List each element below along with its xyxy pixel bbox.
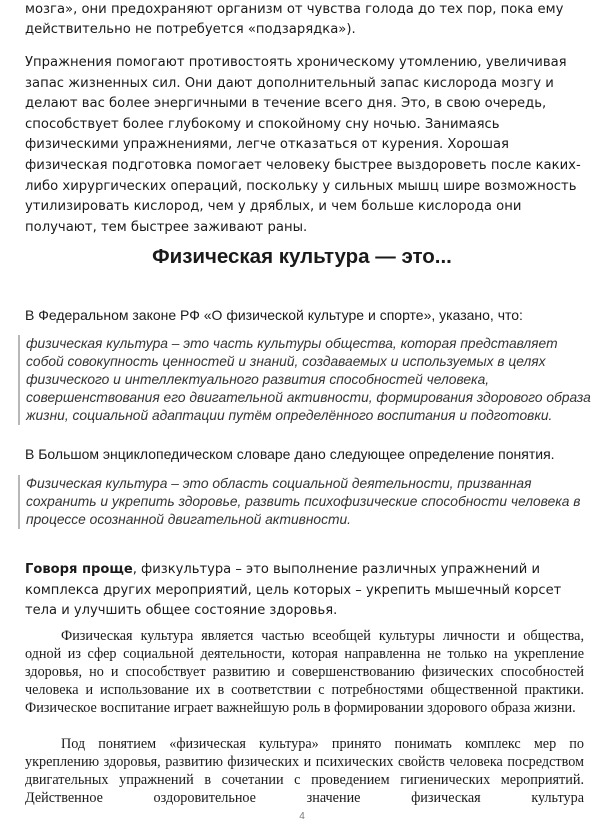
paragraph-simply-put [25, 560, 585, 622]
page-number: 4 [299, 811, 305, 822]
paragraph-intro-continuation: мозга», они предохраняют организм от чувства голода до тех пор, пока ему действительно не потребуется «подзарядка»). [25, 2, 564, 37]
paragraph-law-intro: В Федеральном законе РФ «О физической культуре и спорте», указано, что: [25, 307, 523, 323]
bold-lead-phrase: Говоря проще [25, 562, 133, 577]
quote-dictionary-definition: Физическая культура – это область социальной деятельности, призванная сохранить и укрепить здоровье, развить психофизические способности человека в процессе осознанной двигательной активности. [18, 475, 592, 529]
simply-put-text: , физкультура – это выполнение различных упражнений и комплекса других мероприятий, цель которых – укрепить мышечный корсет тела и улучшить общее состояние здоровья. [25, 562, 562, 619]
section-heading: Физическая культура — это... [152, 245, 452, 268]
paragraph-concept: Под понятием «физическая культура» принято понимать комплекс мер по укреплению здоровья, развитию физических и психических свойств человека посредством двигательных упражнений в сочетании с проведением гигиенических мероприятий. Действенное оздоровительное значение физическая культура [25, 736, 584, 806]
paragraph-culture-part: Физическая культура является частью всеобщей культуры личности и общества, одной из сфер социальной деятельности, которая направленна не только на укрепление здоровья, но и способствует развитию и совершенствованию физических способностей человека и использование их в соответствии с потребностями общественной практики. Физическое воспитание играет важнейшую роль в формировании здорового образа жизни. [25, 628, 584, 716]
paragraph-dictionary-intro: В Большом энциклопедическом словаре дано следующее определение понятия. [25, 446, 555, 462]
paragraph-exercise-benefits: Упражнения помогают противостоять хроническому утомлению, увеличивая запас жизненных сил. Они дают дополнительный запас кислорода мозгу и делают вас более энергичными в течение всего дня. Это, в свою очередь, способствует более глубокому и спокойному сну ночью. Занимаясь физическими упражнениями, легче отказаться от курения. Хорошая физическая подготовка помогает человеку быстрее выздороветь после каких-либо хирургических операций, поскольку у сильных мышц шире возможность утилизировать кислород, чем у дряблых, и чем больше кислорода они получают, тем быстрее заживают раны. [25, 55, 581, 235]
quote-law-definition: физическая культура – это часть культуры общества, которая представляет собой совокупность ценностей и знаний, создаваемых и используемых в целях физического и интеллектуального развития способностей человека, совершенствования его двигательной активности, формирования здорового образа жизни, социальной адаптации путём определённого воспитания и подготовки. [18, 335, 592, 425]
